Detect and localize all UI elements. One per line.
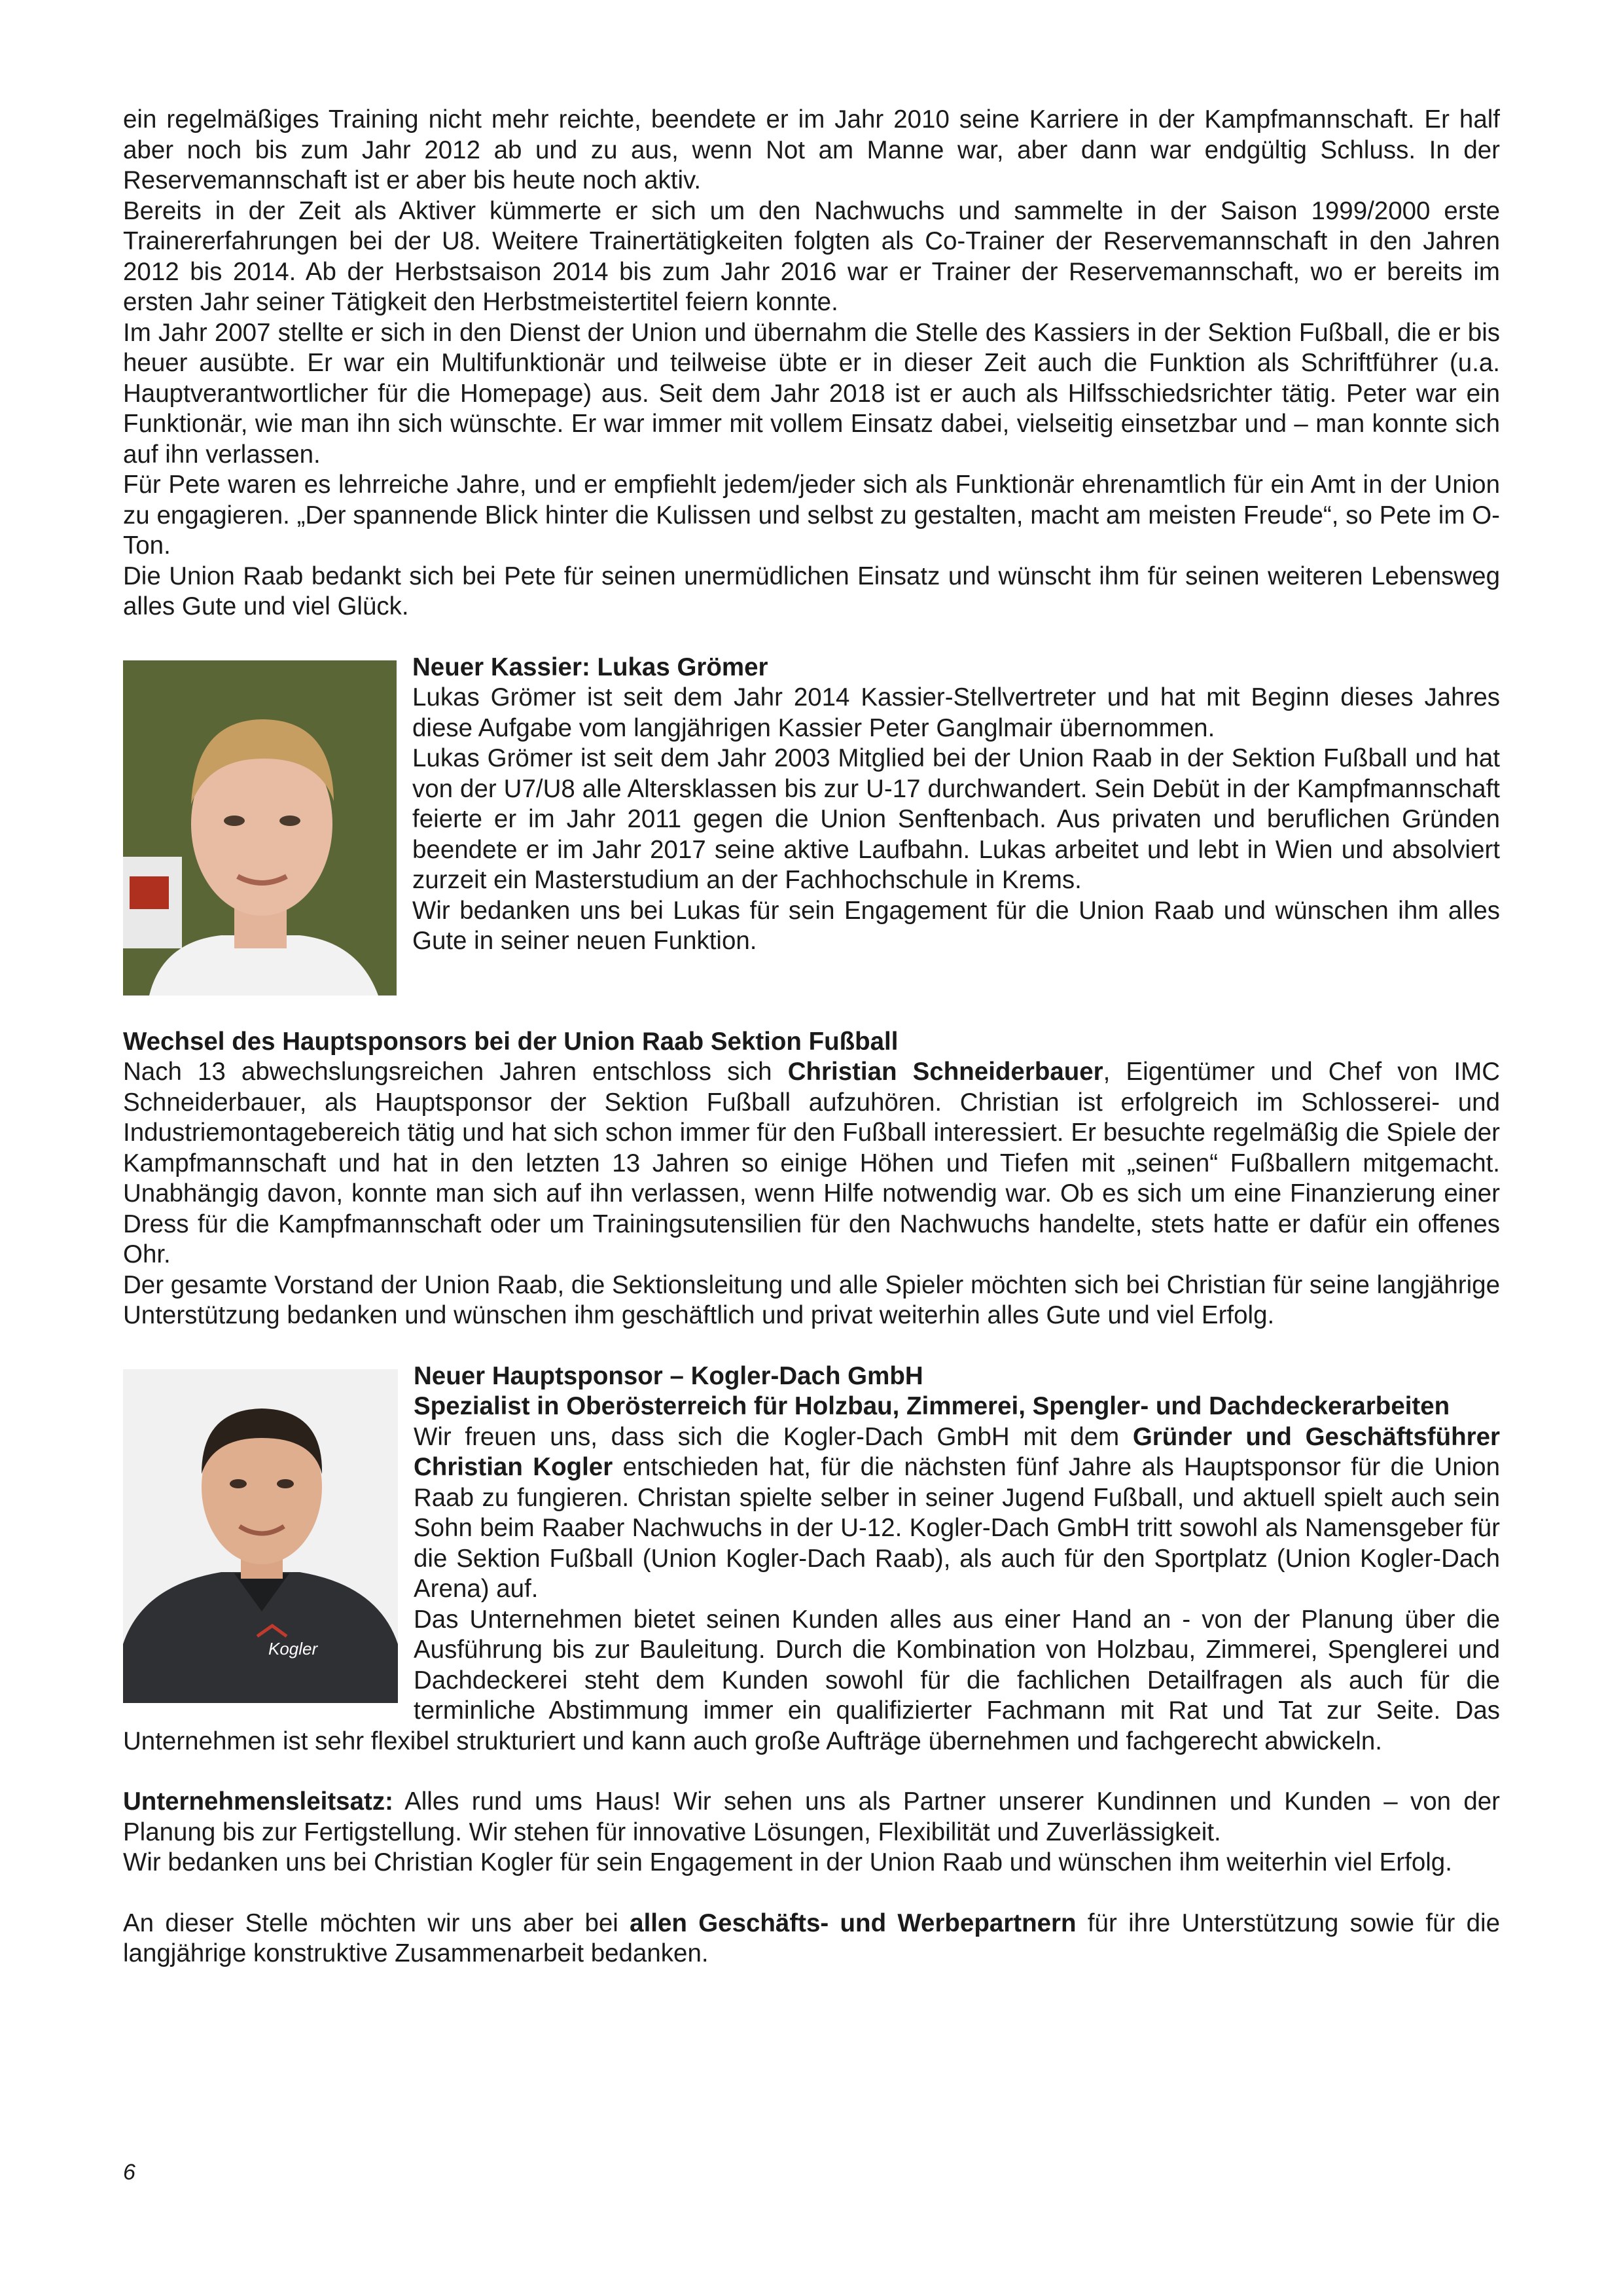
jacket-logo-text: Kogler [268,1638,318,1659]
text-run: für ihre Unterstützung sowie für die langjährige konstruktive Zusammenarbeit bedanken. [123,1909,1500,1967]
sponsor-heading: Neuer Hauptsponsor – Kogler-Dach GmbH [414,1361,923,1390]
kassier-heading: Neuer Kassier: Lukas Grömer [412,653,768,681]
portrait-photo-graphic [123,660,397,996]
spacer [123,1757,1500,1787]
portrait-photo-graphic [123,1369,398,1703]
portrait-christian-kogler [123,1369,398,1703]
text-run: entschieden hat, für die nächsten fünf Jahre als Hauptsponsor für die Union Raab zu fungieren. Christan spielte selber in seiner Jugend Fußball, und aktuell spielt auch sein Sohn beim Raaber Nachwuchs in der U-12. Kogler-Dach GmbH tritt sowohl als Namensgeber für die Sektion Fußball (Union Kogler-Dach Raab), als auch für den Sportplatz (Union Kogler-Dach Arena) auf. [414,1453,1500,1603]
sponsor-paragraph-2: Das Unternehmen bietet seinen Kunden alles aus einer Hand an - von der Planung über die Ausführung bis zur Bauleitung. Durch die Kombination von Holzbau, Zimmerei, Spenglerei und Dachdeckerei steht dem Kunden sowohl für die fachlichen Detailfragen als auch für die terminliche Abstimmung immer ein qualifizierter Fachmann mit Rat und Tat zur Seite. Das Unternehmen ist sehr flexibel strukturiert und kann auch große Aufträge übernehmen und fachgerecht abwickeln. [123,1605,1500,1755]
intro-paragraph-4: Für Pete waren es lehrreiche Jahre, und er empfiehlt jedem/jeder sich als Funktionär ehrenamtlich für ein Amt in der Union zu engagieren. „Der spannende Blick hinter die Kulissen und selbst zu gestalten, macht am meisten Freude“, so Pete im O-Ton. [123,471,1500,560]
text-run: An dieser Stelle möchten wir uns aber bei [123,1909,630,1937]
intro-paragraph-2: Bereits in der Zeit als Aktiver kümmerte er sich um den Nachwuchs und sammelte in der Saison 1999/2000 erste Trainererfahrungen bei der U8. Weitere Trainertätigkeiten folgten als Co-Trainer der Reservemannschaft in den Jahren 2012 bis 2014. Ab der Herbstsaison 2014 bis zum Jahr 2016 war er Trainer der Reservemannschaft, wo er bereits im ersten Jahr seiner Tätigkeit den Herbstmeistertitel feiern konnte. [123,196,1500,316]
leitsatz-paragraph [123,1787,1500,1848]
kassier-section [123,653,1500,1001]
wechsel-paragraph-2: Der gesamte Vorstand der Union Raab, die Sektionsleitung und alle Spieler möchten sich bei Christian für seine langjährige Unterstützung bedanken und wünschen ihm geschäftlich und privat weiterhin alles Gute und viel Erfolg. [123,1270,1500,1329]
bold-name: Christian Schneiderbauer [787,1058,1103,1086]
sponsor-section [123,1361,1500,1757]
spacer [123,1331,1500,1361]
page-number: 6 [123,2160,135,2185]
bold-phrase: allen Geschäfts- und Werbepartnern [630,1909,1077,1937]
spacer [123,1001,1500,1027]
leitsatz-paragraph-2: Wir bedanken uns bei Christian Kogler für sein Engagement in der Union Raab und wünschen ihm weiterhin viel Erfolg. [123,1848,1452,1876]
bold-label: Unternehmensleitsatz: [123,1787,393,1816]
spacer [123,1878,1500,1909]
text-run: Nach 13 abwechslungsreichen Jahren entschloss sich [123,1058,788,1086]
intro-paragraph-5: Die Union Raab bedankt sich bei Pete für seinen unermüdlichen Einsatz und wünscht ihm für seinen weiteren Lebensweg alles Gute und viel Glück. [123,562,1500,620]
text-run: , Eigentümer und Chef von IMC Schneiderbauer, als Hauptsponsor der Sektion Fußball aufzuhören. Christian ist erfolgreich im Schlosserei- und Industriemontagebereich tätig und hat sich schon immer für den Fußball interessiert. Er besuchte regelmäßig die Spiele der Kampfmannschaft und hat in den letzten 13 Jahren so einige Höhen und Tiefen mit „seinen“ Fußballern mitgemacht. Unabhängig davon, konnte man sich auf ihn verlassen, wenn Hilfe notwendig war. Ob es sich um eine Finanzierung einer Dress für die Kampfmannschaft oder um Trainingsutensilien für den Nachwuchs handelte, stets hatte er dafür ein offenes Ohr. [123,1058,1500,1268]
wechsel-heading: Wechsel des Hauptsponsors bei der Union Raab Sektion Fußball [123,1027,899,1056]
closing-paragraph [123,1909,1500,1969]
text-run: Wir freuen uns, dass sich die Kogler-Dach GmbH mit dem [414,1422,1133,1451]
text-run: Alles rund ums Haus! Wir sehen uns als Partner unserer Kundinnen und Kunden – von der Planung bis zur Fertigstellung. Wir stehen für innovative Lösungen, Flexibilität und Zuverlässigkeit. [123,1787,1500,1846]
kassier-paragraph-3: Wir bedanken uns bei Lukas für sein Engagement für die Union Raab und wünschen ihm alles Gute in seiner neuen Funktion. [412,896,1500,955]
kassier-paragraph-2: Lukas Grömer ist seit dem Jahr 2003 Mitglied bei der Union Raab in der Sektion Fußball und hat von der U7/U8 alle Altersklassen bis zur U-17 durchwandert. Sein Debüt in der Kampfmannschaft feierte er im Jahr 2011 gegen die Union Senftenbach. Aus privaten und beruflichen Gründen beendete er im Jahr 2017 seine aktive Laufbahn. Lukas arbeitet und lebt in Wien und absolviert zurzeit ein Masterstudium an der Fachhochschule in Krems. [412,744,1500,894]
kassier-paragraph-1: Lukas Grömer ist seit dem Jahr 2014 Kassier-Stellvertreter und hat mit Beginn dieses Jahres diese Aufgabe vom langjährigen Kassier Peter Ganglmair übernommen. [412,683,1500,742]
wechsel-paragraph-1 [123,1057,1500,1270]
intro-paragraph-3: Im Jahr 2007 stellte er sich in den Dienst der Union und übernahm die Stelle des Kassiers in der Sektion Fußball, die er bis heuer ausübte. Er war ein Multifunktionär und teilweise übte er in dieser Zeit auch die Funktion als Schriftführer (u.a. Hauptverantwortlicher für die Homepage) aus. Seit dem Jahr 2018 ist er auch als Hilfsschiedsrichter tätig. Peter war ein Funktionär, wie man ihn sich wünschte. Er war immer mit vollem Einsatz dabei, vielseitig einsetzbar und – man konnte sich auf ihn verlassen. [123,318,1500,469]
spacer [123,622,1500,653]
portrait-lukas-groemer [123,660,397,996]
sponsor-subheading: Spezialist in Oberösterreich für Holzbau, Zimmerei, Spengler- und Dachdeckerarbeiten [414,1392,1450,1420]
intro-paragraph-1: ein regelmäßiges Training nicht mehr reichte, beendete er im Jahr 2010 seine Karriere in der Kampfmannschaft. Er half aber noch bis zum Jahr 2012 ab und zu aus, wenn Not am Manne war, aber dann war endgültig Schluss. In der Reservemannschaft ist er aber bis heute noch aktiv. [123,105,1500,194]
bold-name: Gründer und Geschäftsführer Christian Kogler [414,1422,1501,1481]
